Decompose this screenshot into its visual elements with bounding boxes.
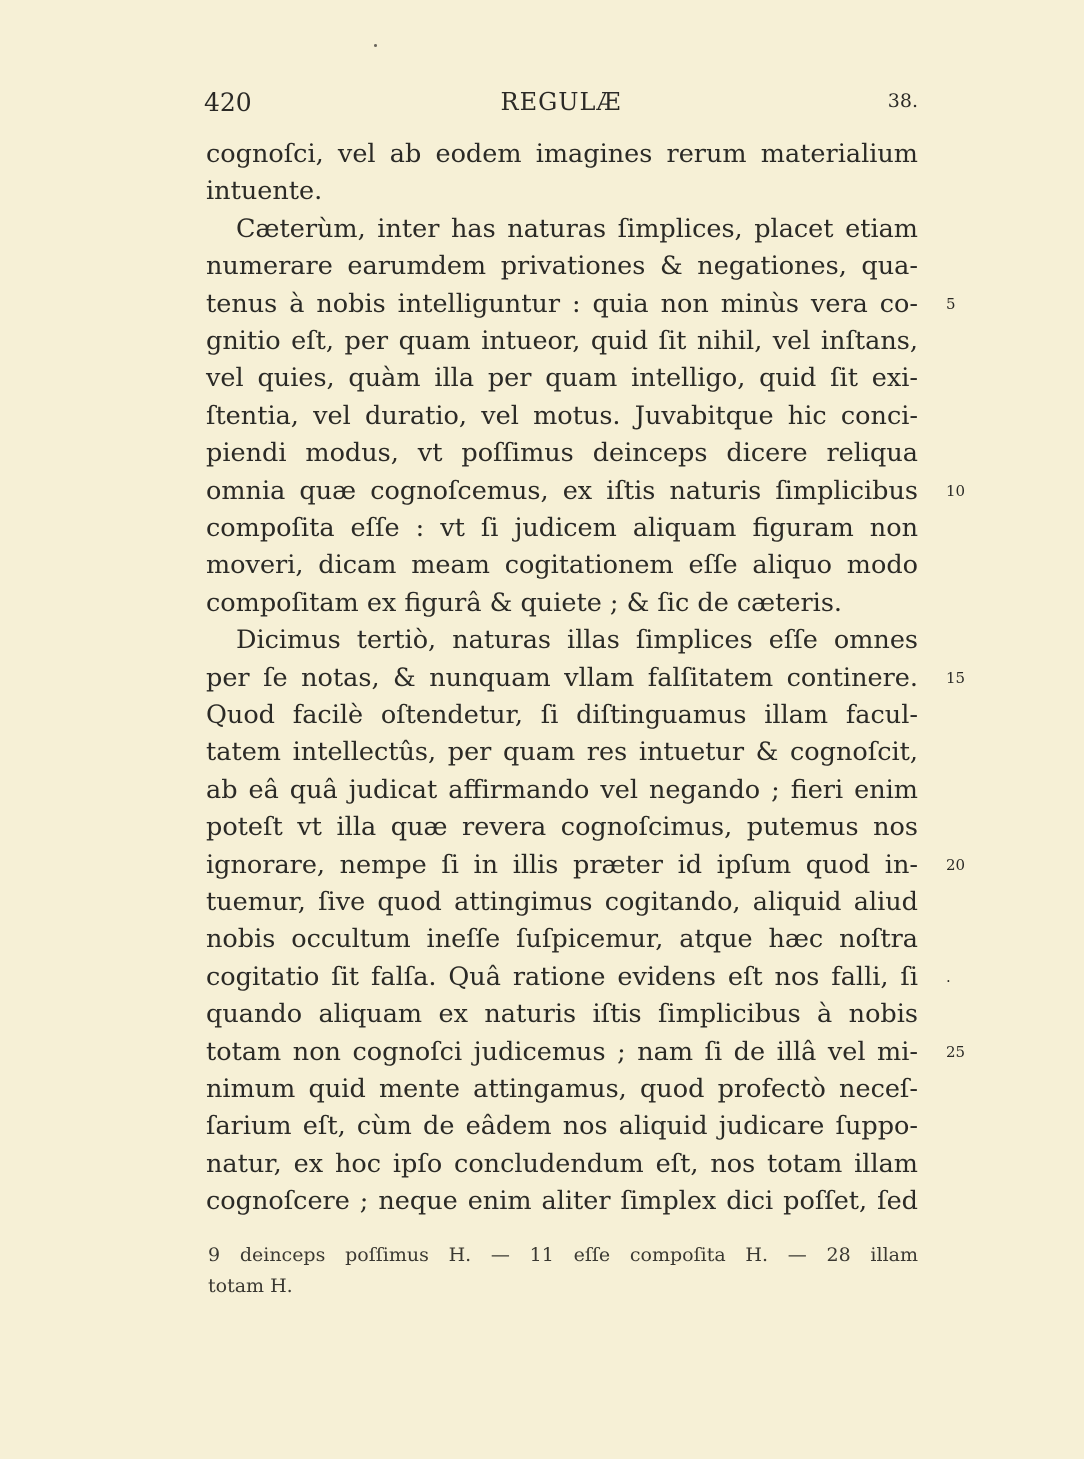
text-line: compoſita eſſe : vt ſi judicem aliquam figuram non	[206, 513, 918, 543]
margin-line-number: 15	[946, 668, 966, 687]
footnote-line: totam H.	[208, 1275, 293, 1297]
footnote-line: 9 deinceps poſſimus H. — 11 eſſe compoſita H. — 28 illam	[208, 1244, 918, 1266]
text-line: tenus à nobis intelliguntur : quia non minùs vera co-	[206, 288, 918, 319]
text-line: intuente.	[206, 176, 323, 207]
margin-line-number: 25	[946, 1042, 966, 1061]
running-title: REGULÆ	[500, 88, 622, 116]
margin-line-number: 20	[946, 855, 966, 874]
text-line: tuemur, ſive quod attingimus cogitando, aliquid aliud	[206, 887, 918, 917]
text-line: omnia quæ cognoſcemus, ex iſtis naturis ſimplicibus	[206, 475, 918, 506]
page-number: 420	[204, 88, 252, 117]
margin-line-number: 5	[946, 294, 956, 313]
text-line: ab eâ quâ judicat affirmando vel negando ; fieri enim	[206, 774, 918, 805]
text-line: Quod facilè oſtendetur, ſi diſtinguamus illam facul-	[206, 700, 918, 730]
text-line: totam non cognoſci judicemus ; nam ſi de illâ vel mi-	[206, 1036, 918, 1067]
text-line: Dicimus tertiò, naturas illas ſimplices eſſe omnes	[236, 625, 918, 656]
section-number: 38.	[887, 90, 918, 112]
text-line: ignorare, nempe ſi in illis præter id ipſum quod in-	[206, 849, 918, 880]
text-line: cognoſcere ; neque enim aliter ſimplex dici poſſet, ſed	[206, 1186, 918, 1217]
text-line: moveri, dicam meam cogitationem eſſe aliquo modo	[206, 550, 918, 581]
text-line: cognoſci, vel ab eodem imagines rerum materialium	[206, 139, 918, 169]
page-speck	[374, 44, 377, 47]
text-line: numerare earumdem privationes & negationes, qua-	[206, 251, 918, 282]
text-line: nobis occultum ineſſe ſuſpicemur, atque hæc noſtra	[206, 924, 918, 955]
running-header	[204, 88, 918, 122]
text-line: poteſt vt illa quæ revera cognoſcimus, putemus nos	[206, 812, 918, 843]
text-line: quando aliquam ex naturis iſtis ſimplicibus à nobis	[206, 999, 918, 1030]
text-line: piendi modus, vt poſſimus deinceps dicere reliqua	[206, 438, 918, 469]
text-line: ſtentia, vel duratio, vel motus. Juvabitque hic conci-	[206, 400, 918, 431]
text-line: gnitio eſt, per quam intueor, quid ſit nihil, vel inſtans,	[206, 326, 918, 356]
text-line: ſarium eſt, cùm de eâdem nos aliquid judicare ſuppo-	[206, 1111, 918, 1142]
text-line: tatem intellectûs, per quam res intuetur & cognoſcit,	[206, 737, 918, 768]
margin-line-number: .	[946, 967, 951, 986]
text-line: compoſitam ex figurâ & quiete ; & ſic de cæteris.	[206, 587, 843, 618]
text-line: natur, ex hoc ipſo concludendum eſt, nos totam illam	[206, 1148, 918, 1179]
text-line: cogitatio ſit falſa. Quâ ratione evidens eſt nos falli, ſi	[206, 961, 918, 992]
text-line: vel quies, quàm illa per quam intelligo, quid ſit exi-	[206, 363, 918, 394]
text-line: per ſe notas, & nunquam vllam falſitatem continere.	[206, 662, 918, 693]
margin-line-number: 10	[946, 481, 966, 500]
text-line: Cæterùm, inter has naturas ſimplices, placet etiam	[236, 213, 918, 244]
text-line: nimum quid mente attingamus, quod profectò neceſ-	[206, 1074, 918, 1104]
